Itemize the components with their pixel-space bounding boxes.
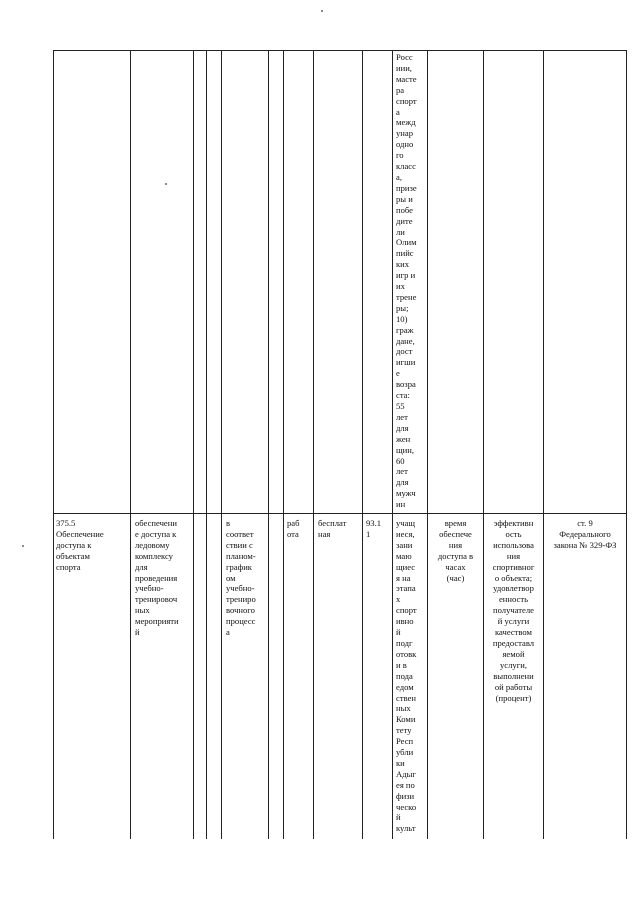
- column-divider: [483, 50, 484, 839]
- quality-indicator-cell: эффективн ость использова ния спортивног о объекта; удовлетвор енность получателе й услуги качеством предоставл яемой услуги, выполнени ой работы (процент): [492, 518, 535, 703]
- column-divider: [268, 50, 269, 839]
- okved-cell: 93.1 1: [366, 518, 382, 539]
- row-divider: [53, 513, 627, 514]
- column-divider: [362, 50, 363, 839]
- scan-speck: [321, 10, 323, 12]
- legal-basis-cell: ст. 9 Федерального закона № 329-ФЗ: [553, 518, 617, 550]
- table-border-left: [53, 50, 54, 839]
- upper-row-consumers-cell: Росс иии, масте ра спорт а межд унар одно го класс а, призе ры и побе дите ли Олим пийс ких игр и их трене ры; 10) граж дане, дост игши е возра ста: 55 лет для жен щин, 60 лет для мужч ин: [396, 52, 417, 510]
- service-condition-cell: в соответ ствии с планом- график ом учебно- трениро вочного процесс а: [226, 518, 256, 638]
- column-divider: [193, 50, 194, 839]
- column-divider: [313, 50, 314, 839]
- volume-indicator-cell: время обеспече ния доступа в часах (час): [437, 518, 474, 583]
- table-border-top: [53, 50, 627, 51]
- service-type-cell: раб ота: [287, 518, 300, 539]
- service-content-cell: обеспечени е доступа к ледовому комплексу для проведения учебно- тренировоч ных мероприяти й: [135, 518, 179, 638]
- consumers-cell: учащ иеся, зани маю щиес я на этапа х спорт ивно й подг отовк и в пода едом ствен ных Коми тету Респ убли ки Адыг ея по физи ческо й культ: [396, 518, 417, 834]
- column-divider: [392, 50, 393, 839]
- column-divider: [221, 50, 222, 839]
- table-border-right: [626, 50, 627, 839]
- scan-speck: [165, 183, 167, 185]
- column-divider: [427, 50, 428, 839]
- column-divider: [543, 50, 544, 839]
- scan-speck: [22, 545, 24, 547]
- column-divider: [130, 50, 131, 839]
- service-name-cell: 375.5 Обеспечение доступа к объектам спорта: [56, 518, 104, 572]
- column-divider: [283, 50, 284, 839]
- payment-cell: бесплат ная: [318, 518, 347, 539]
- column-divider: [206, 50, 207, 839]
